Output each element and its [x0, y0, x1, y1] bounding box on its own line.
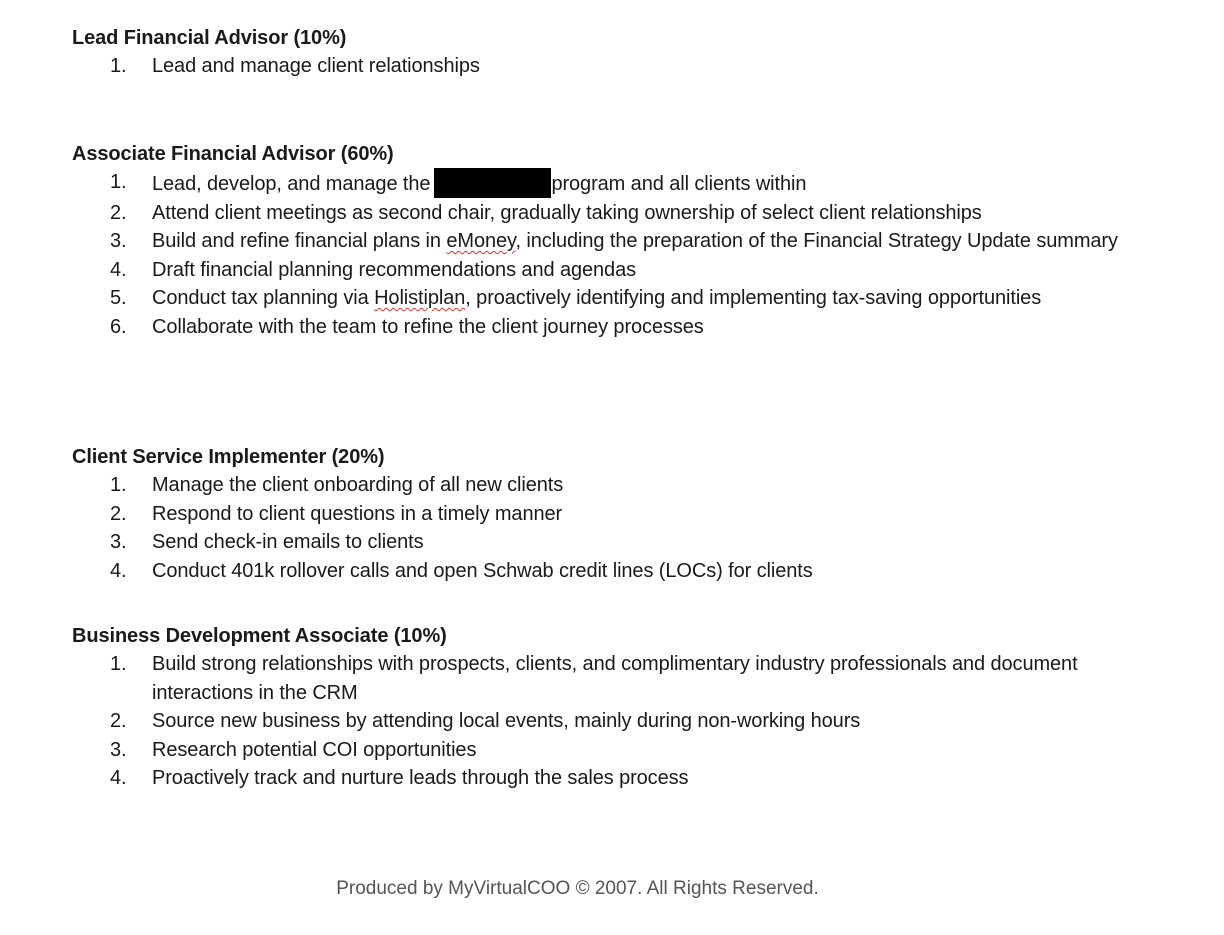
item-text: Research potential COI opportunities: [152, 738, 477, 761]
list-item: [72, 256, 1172, 285]
item-text: Source new business by attending local events, mainly during non-working hours: [152, 710, 861, 732]
item-text: Lead and manage client relationships: [152, 55, 480, 77]
item-number: 1.: [110, 55, 127, 77]
section-business-development-associate: [72, 624, 1172, 793]
list-item: [72, 284, 1172, 313]
item-number: 3.: [110, 230, 127, 252]
list-item: [72, 736, 1172, 765]
list-item: [72, 199, 1172, 228]
list-item: [72, 707, 1172, 736]
item-text-part: Conduct tax planning via: [152, 287, 375, 309]
item-text: [152, 230, 1118, 252]
item-text: Attend client meetings as second chair, gradually taking ownership of select client relationships: [152, 201, 982, 224]
spellcheck-flagged-word: eMoney: [446, 230, 516, 252]
item-number: 3.: [110, 531, 127, 553]
list-item: [72, 168, 1172, 199]
section-client-service-implementer: [72, 445, 1172, 585]
item-text: Proactively track and nurture leads through the sales process: [152, 767, 689, 789]
redaction-block: [434, 168, 551, 198]
item-text: Conduct 401k rollover calls and open Schwab credit lines (LOCs) for clients: [152, 559, 813, 582]
item-number: 1.: [110, 171, 127, 193]
item-text-part: , including the preparation of the Financial Strategy Update summary: [515, 230, 1118, 252]
item-text: [152, 287, 1041, 309]
item-text: Respond to client questions in a timely manner: [152, 502, 563, 525]
item-number: 2.: [110, 710, 127, 732]
list-item: [72, 313, 1172, 342]
item-number: 4.: [110, 767, 127, 789]
item-text-part: Build and refine financial plans in: [152, 230, 447, 252]
item-text: Build strong relationships with prospects, clients, and complimentary industry professionals and document interactions in the CRM: [152, 653, 1078, 704]
item-text: Draft financial planning recommendations and agendas: [152, 258, 636, 281]
section-title: Business Development Associate (10%): [72, 625, 447, 647]
item-number: 6.: [110, 315, 127, 338]
list-item: [72, 764, 1172, 793]
item-text-part: , proactively identifying and implementing tax-saving opportunities: [465, 287, 1042, 309]
item-text: Collaborate with the team to refine the client journey processes: [152, 315, 704, 338]
item-number: 5.: [110, 287, 127, 309]
section-title: Associate Financial Advisor (60%): [72, 143, 394, 165]
item-text-before-redaction: Lead, develop, and manage the: [152, 173, 431, 195]
item-number: 4.: [110, 559, 127, 582]
list-item: [72, 528, 1172, 557]
section-title: Lead Financial Advisor (10%): [72, 27, 347, 49]
item-text: Send check-in emails to clients: [152, 531, 424, 553]
list-item: [72, 471, 1172, 500]
list-item: [72, 52, 1172, 81]
spellcheck-flagged-word: Holistiplan: [374, 287, 466, 309]
item-number: 3.: [110, 738, 127, 761]
list-item: [72, 650, 1172, 707]
item-text: Manage the client onboarding of all new clients: [152, 474, 564, 496]
item-number: 2.: [110, 201, 127, 224]
item-number: 1.: [110, 474, 127, 496]
item-number: 1.: [110, 653, 127, 675]
section-lead-financial-advisor: [72, 26, 1172, 81]
item-text-after-redaction: program and all clients within: [551, 173, 807, 195]
footer-copyright: Produced by MyVirtualCOO © 2007. All Rights Reserved.: [336, 878, 819, 899]
section-title: Client Service Implementer (20%): [72, 446, 385, 468]
list-item: [72, 557, 1172, 586]
list-item: [72, 500, 1172, 529]
item-number: 2.: [110, 502, 127, 525]
section-associate-financial-advisor: [72, 142, 1172, 341]
list-item: [72, 227, 1172, 256]
item-number: 4.: [110, 258, 127, 281]
